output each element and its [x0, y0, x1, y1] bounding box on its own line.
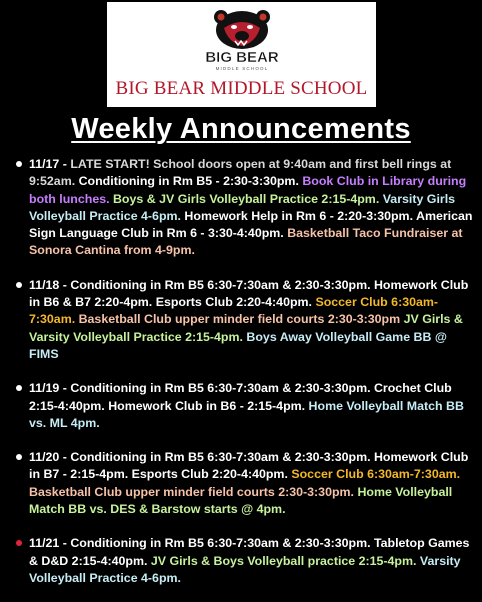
- announcement-text-segment: Home Volleyball Match BB vs. ML 4pm.: [29, 398, 464, 430]
- announcement-text-segment: 11/20 - Conditioning in Rm B5 6:30-7:30am & 2:30-3:30pm. Homework Club in B7 - 2:15-4pm. Esports Club 2:20-4:40pm.: [29, 450, 469, 482]
- announcement-text-segment: Homework Help in Rm 6 - 2:20-3:30pm. American Sign Language Club in Rm 6 - 3:30-4:40pm.: [29, 208, 473, 241]
- bullet-icon: [16, 161, 22, 167]
- announcement-text-segment: Varsity Girls Volleyball Practice 4-6pm.: [29, 191, 456, 223]
- announcement-text-segment: Home Volleyball Match BB vs. DES & Barstow starts @ 4pm.: [29, 484, 453, 517]
- announcement-text-segment: Book Club in Library during both lunches.: [29, 174, 467, 206]
- page-title: Weekly Announcements: [71, 113, 411, 145]
- bullet-icon: [16, 385, 22, 391]
- announcement-text-segment: Soccer Club 6:30am-7:30am.: [291, 467, 461, 482]
- bear-logo-icon: [186, 6, 298, 72]
- announcement-text-segment: 11/17 -: [29, 157, 71, 171]
- announcement-text-segment: Conditioning in Rm B5 - 2:30-3:30pm.: [78, 174, 303, 189]
- announcement-text-segment: Basketball Club upper minder field courts 2:30-3:30pm.: [29, 484, 358, 499]
- logo-subtext: MIDDLE SCHOOL: [215, 66, 268, 71]
- announcement-item: [13, 156, 475, 260]
- announcement-text-segment: 11/21 - Conditioning in Rm B5 6:30-7:30am & 2:30-3:30pm. Tabletop Games & D&D 2:15-4:40pm.: [29, 536, 470, 568]
- logo-text: BIG BEAR: [204, 49, 279, 66]
- announcement-item: [13, 380, 475, 432]
- announcement-text-segment: Varsity Volleyball Practice 4-6pm.: [29, 553, 461, 585]
- announcement-item: [13, 277, 475, 363]
- announcement-item: [13, 449, 475, 518]
- announcement-text-segment: Boys Away Volleyball Game BB @ FIMS: [29, 329, 447, 361]
- announcement-item: [13, 535, 475, 587]
- announcement-text-segment: 11/19 - Conditioning in Rm B5 6:30-7:30am & 2:30-3:30pm. Crochet Club 2:15-4:40pm. Homework Club in B6 - 2:15-4pm.: [29, 381, 452, 413]
- announcement-text-segment: 11/18 - Conditioning in Rm B5 6:30-7:30am & 2:30-3:30pm. Homework Club in B6 & B7 2:20-4pm. Esports Club 2:20-4:40pm.: [29, 277, 469, 310]
- announcement-text-segment: Boys & JV Girls Volleyball Practice 2:15-4pm.: [112, 191, 383, 206]
- announcement-text-segment: Basketball Taco Fundraiser at Sonora Cantina from 4-9pm.: [29, 226, 463, 258]
- bullet-icon: [16, 540, 22, 546]
- announcement-text-segment: Basketball Club upper minder field courts 2:30-3:30pm: [78, 312, 404, 327]
- announcement-text-segment: JV Girls & Varsity Volleyball Practice 2:15-4pm.: [29, 312, 463, 344]
- announcement-text-segment: Soccer Club 6:30am-7:30am.: [29, 295, 439, 327]
- announcement-text-segment: LATE START! School doors open at 9:40am and first bell rings at 9:52am.: [29, 157, 452, 189]
- school-logo-banner: [107, 2, 376, 107]
- school-name: BIG BEAR MIDDLE SCHOOL: [115, 78, 368, 99]
- bullet-icon: [16, 282, 22, 288]
- announcement-list: [13, 156, 475, 587]
- announcement-text-segment: JV Girls & Boys Volleyball practice 2:15-4pm.: [150, 553, 420, 568]
- bullet-icon: [16, 454, 22, 460]
